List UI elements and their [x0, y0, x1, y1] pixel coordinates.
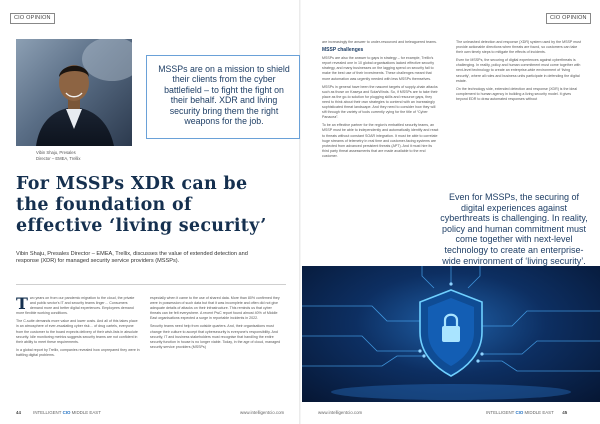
- body-paragraph: [16, 296, 140, 316]
- shield-circuit-illustration: [302, 266, 600, 402]
- section-heading: MSSP challenges: [322, 47, 364, 54]
- body-paragraph: MSSPs are also the answer to gaps in strategy – for example, Trellix's report revealed one in 10 global organisations lacked effective security strategy, and many businesses on the lagging spend on security fail to make the best use of their investments. These challenges meant that more automation was urgently needed with less MSSPs themselves.: [322, 56, 435, 81]
- caption-name: Vibin Shaju, Presales: [36, 150, 76, 155]
- cyber-shield-image: [302, 266, 600, 402]
- footer-left: [16, 408, 101, 418]
- author-photo: [16, 39, 132, 146]
- body-text: wo years on from our pandemic migration to the cloud, the private and public sector's IT and security teams linger… Consumers demand more and better digital experiences. Employees demand more flexible working conditions.: [16, 296, 135, 316]
- magazine-name-right: CIO: [515, 410, 524, 415]
- left-page-column-1: [16, 296, 140, 361]
- divider: [16, 284, 286, 285]
- drop-cap: T: [16, 294, 28, 313]
- body-paragraph: The C-suite demands more value and lower costs. And all of this takes place in an atmosphere of ever-escalating cyber risk… of drug cartels, everyone from the customer to the board expects delivery of their wish-lists in absolute security. Idle monitoring metrics suggests security teams are not confident in their ability to meet these requirements.: [16, 319, 138, 344]
- page-number-right: 45: [562, 410, 568, 415]
- brand-left: INTELLIGENT: [33, 410, 62, 415]
- footer-url-left[interactable]: www.intelligentcio.com: [240, 410, 285, 415]
- caption-title: Director – EMEA, Trellix: [36, 155, 81, 161]
- left-page-column-2: [150, 296, 282, 353]
- body-paragraph: Security teams need help from outside quarters. And, their organisations must change their culture to accept that cybersecurity is everyone's responsibility. And security, IT and business stakeholders must recognise that handling the entire security function in house is no longer viable. Today, in the age of cloud, managed security service providers (MSSPs): [150, 324, 281, 349]
- body-paragraph: In a global report by Trellix, companies revealed how unprepared they were in battling digital problems.: [16, 347, 140, 357]
- page-number-left: 44: [16, 410, 21, 415]
- intro-quote: MSSPs are on a mission to shield their clients from the cyber battlefield – to fight the fight on their behalf. XDR and living security bring them the right weapons for the job.: [158, 64, 290, 127]
- pull-quote: Even for MSSPs, the securing of digital experiences against cyberthreats is challenging. In reality, policy and human commitment must come together with next-level technology to create an enterprise-wide environment of ‘living security’.: [440, 192, 588, 266]
- right-page-column-2: [456, 40, 582, 105]
- section-tag-right: CIO OPINION: [546, 13, 591, 24]
- body-paragraph: Even for MSSPs, the securing of digital experiences against cyberthreats is challenging. In reality, policy and human commitment must come together with next-level technology to create an enterprise-wide environment of ‘living security’, where all roles and business units participate in defending the digital estate.: [456, 58, 581, 83]
- body-paragraph: On the technology side, extended detection and response (XDR) is the ideal complement to human agency in building a living security model. It gives beyond EDR to draw automated responses without: [456, 86, 578, 101]
- footer-url-right[interactable]: www.intelligentcio.com: [318, 410, 363, 415]
- region-left: MIDDLE EAST: [71, 410, 101, 415]
- footer-right: [486, 408, 567, 418]
- section-tag-left: CIO OPINION: [10, 13, 55, 24]
- body-paragraph: especially when it came to the use of shared data. More than 80% confirmed they were in possession of such data but that it was incomplete and often did not give adequate details of attacks on their infrastructure. This reminds us that cyber threats can be felt everywhere. A recent PwC report found almost 40% of Middle East organisations expected a surge in reportable incidents in 2022.: [150, 296, 280, 321]
- brand-right: INTELLIGENT: [486, 410, 515, 415]
- quote-box: [146, 55, 300, 139]
- body-paragraph: To be an effective partner for the region's embattled security teams, an MSSP must be able to independently and automatically identify and react to threats without constant SOAR integration. It must be able to correlate huge streams of telemetry in real time and customer-facing systems are protected from advanced persistent threats (APT). And it must hire its third party threat assessments that are made available to the end customer.: [322, 123, 439, 158]
- article-headline: For MSSPs XDR can be the foundation of effective ‘living security’: [16, 174, 267, 236]
- magazine-name-left: CIO: [62, 410, 71, 415]
- right-page-column-1: [322, 40, 440, 162]
- body-paragraph: are increasingly the answer to under-resourced and beleaguered teams.: [322, 40, 437, 44]
- author-portrait-illustration: [16, 39, 132, 146]
- body-paragraph: The unleashed detection and response (XDR) system used by the MSSP must provide actionable directions when threats are found, so customers can take their own timely steps to mitigate the effects of incidents.: [456, 40, 581, 55]
- photo-caption: [36, 150, 116, 161]
- region-right: MIDDLE EAST: [524, 410, 554, 415]
- body-paragraph: MSSPs in general have been the nascent targets of supply-chain attacks such as those on Kaseya and SolarWinds. So, if MSSPs are to take their place as the go-to solution for plugging skills and resource gaps, they need to think about their own strategies to contend with an increasingly sophisticated threat landscape. And they need to consider how they will sift through the variety of tools currently vying for the title of “Cyber Panacea”.: [322, 84, 438, 120]
- article-standfirst: Vibin Shaju, Presales Director – EMEA, Trellix, discusses the value of extended detection and response (XDR) for managed security service providers (MSSPs).: [16, 251, 248, 265]
